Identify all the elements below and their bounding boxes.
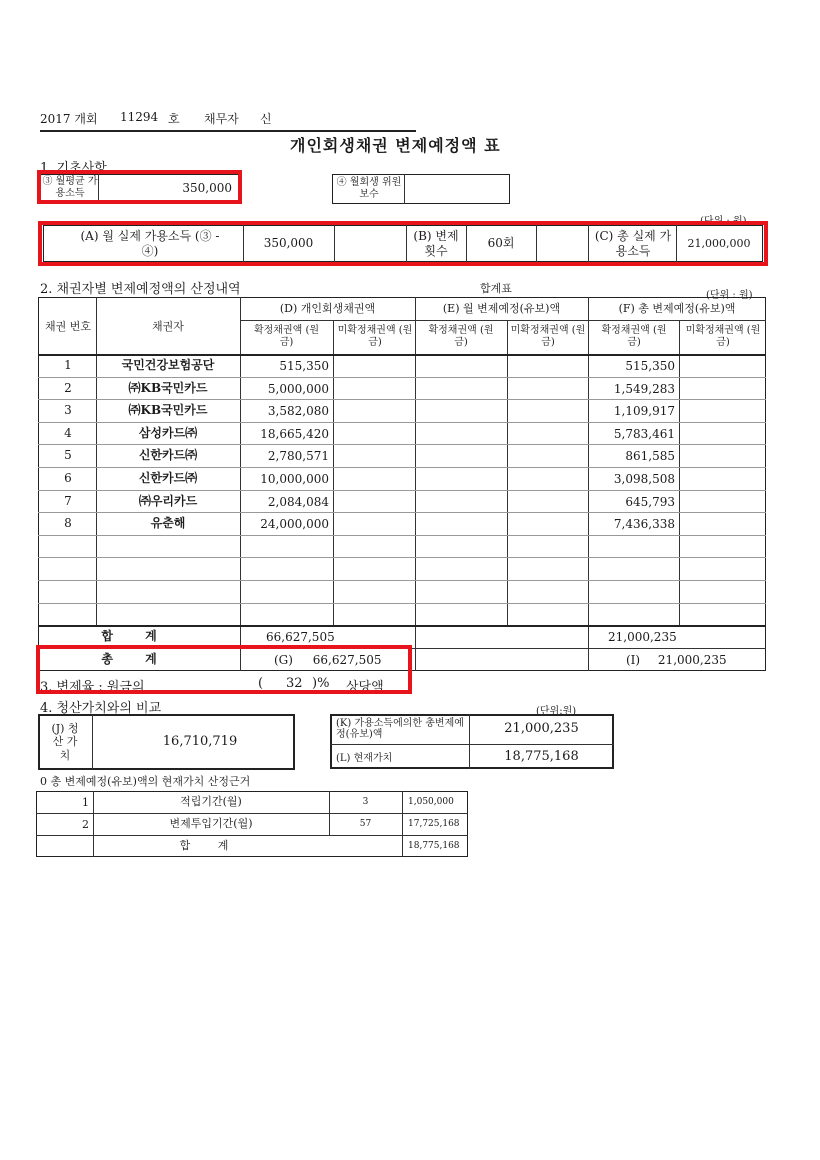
row-e-confirmed [415,444,507,467]
row-e-unconfirmed [507,467,588,490]
row-d-confirmed [240,580,333,603]
a-label: (A) 월 실제 가용소득 (③ - ④) [80,229,220,258]
row-e-unconfirmed [507,444,588,467]
row-d-unconfirmed [333,512,415,535]
item3-label: ③ 월평균 가용소득 [42,176,98,199]
row-creditor: 국민건강보험공단 [121,358,215,373]
item4-value [404,174,508,204]
row-creditor [96,557,240,580]
row-d-confirmed: 24,000,000 [260,516,329,531]
row-f-unconfirmed [679,490,766,513]
row-d-confirmed [240,557,333,580]
row-d-confirmed: 2,084,084 [267,494,329,509]
row-e-confirmed [415,512,507,535]
section4-unit: (단위:원) [536,706,577,717]
header-d: (D) 개인회생채권액 [279,301,376,315]
row-no: 4 [64,426,72,441]
row-e-confirmed [415,422,507,445]
header-d-unconfirmed: 미확정채권액 (원금) [337,325,413,348]
row-d-unconfirmed [333,377,415,400]
k-value: 21,000,235 [504,721,579,737]
row-e-confirmed [415,467,507,490]
j-label: (J) 청산 가치 [51,722,79,762]
section4-heading: 4. 청산가치와의 비교 [40,701,162,716]
row-e-unconfirmed [507,354,588,377]
section1-unit: (단위 : 원) [700,216,747,227]
row-f-unconfirmed [679,467,766,490]
row-e-unconfirmed [507,580,588,603]
row-f-confirmed [588,535,679,558]
section2-unit: (단위 : 원) [706,290,753,301]
row-no [40,535,96,558]
section5-heading: 0 총 변제예정(유보)액의 현재가치 산정근거 [40,775,251,788]
row-f-unconfirmed [679,580,766,603]
item3-value: 350,000 [182,181,232,195]
pv-row-count: 3 [362,796,369,807]
row-d-confirmed: 3,582,080 [267,403,329,418]
row-f-confirmed: 1,109,917 [613,403,675,418]
row-e-unconfirmed [507,399,588,422]
a-value: 350,000 [263,236,314,251]
row-f-confirmed: 3,098,508 [613,471,675,486]
row-e-confirmed [415,399,507,422]
header-e-unconfirmed: 미확정채권액 (원금) [510,325,586,348]
header-f: (F) 총 변제예정(유보)액 [618,301,736,315]
sum-label: 합 계 [101,629,171,644]
total-rate-highlight [36,645,412,694]
row-d-confirmed: 2,780,571 [267,448,329,463]
row-d-confirmed: 5,000,000 [267,381,329,396]
sum-f: 21,000,235 [608,629,677,644]
row-no [40,603,96,626]
row-d-unconfirmed [333,603,415,626]
header-f-confirmed: 확정채권액 (원금) [601,325,667,348]
row-e-unconfirmed [507,512,588,535]
row-creditor [96,580,240,603]
pv-row-amount: 1,050,000 [408,797,454,807]
header-d-confirmed: 확정채권액 (원금) [253,325,320,348]
pv-sum-amount: 18,775,168 [408,841,460,851]
item4-label: ④ 월회생 위원 보수 [336,177,402,200]
j-value: 16,710,719 [162,734,238,750]
row-e-confirmed [415,580,507,603]
row-e-unconfirmed [507,490,588,513]
row-f-confirmed: 645,793 [625,494,675,509]
c-label: (C) 총 실제 가용소득 [594,229,672,258]
debtor-label: 채무자 [204,112,239,126]
rate-suffix: 상당액 [346,680,384,695]
header-e-confirmed: 확정채권액 (원금) [428,325,494,348]
row-e-unconfirmed [507,535,588,558]
case-number-line [40,108,420,130]
section2-heading: 2. 채권자별 변제예정액의 산정내역 [40,282,241,297]
page-title: 개인회생채권 변제예정액 표 [290,136,501,155]
case-suffix: 호 [168,112,180,126]
case-number: 11294 [120,110,159,124]
rate-close: )% [312,676,330,691]
pv-row-amount: 17,725,168 [408,819,460,829]
row-no: 8 [64,516,72,531]
summary-highlight [38,221,768,266]
row-f-confirmed [588,603,679,626]
sum-table-label: 합계표 [480,282,512,295]
row-e-confirmed [415,377,507,400]
row-f-confirmed [588,557,679,580]
pv-row-label: 변제투입기간(월) [169,817,253,831]
header-f-unconfirmed: 미확정채권액 (원금) [685,325,761,348]
row-f-confirmed: 515,350 [625,358,675,373]
row-f-unconfirmed [679,444,766,467]
row-f-unconfirmed [679,399,766,422]
debtor-name: 신 [260,112,272,126]
row-creditor: ㈜우리카드 [138,494,198,509]
k-label: (K) 가용소득에의한 총변제예정(유보)액 [336,717,464,740]
header-e: (E) 월 변제예정(유보)액 [442,301,561,315]
pv-row-count: 57 [359,818,372,829]
row-f-unconfirmed [679,377,766,400]
row-creditor: ㈜KB국민카드 [128,381,208,396]
row-d-unconfirmed [333,490,415,513]
row-d-confirmed [240,535,333,558]
row-e-confirmed [415,354,507,377]
total-g: (G) 66,627,505 [274,652,382,667]
row-no: 5 [64,448,72,463]
l-value: 18,775,168 [504,748,579,764]
total-i: (I) 21,000,235 [626,652,727,667]
row-e-confirmed [415,603,507,626]
l-label: (L) 현재가치 [336,753,393,764]
row-f-confirmed: 861,585 [625,448,675,463]
row-d-confirmed [240,603,333,626]
pv-row-no: 1 [82,795,89,809]
row-d-unconfirmed [333,399,415,422]
row-f-confirmed: 1,549,283 [613,381,675,396]
row-d-unconfirmed [333,557,415,580]
row-creditor: 신한카드㈜ [138,448,198,463]
rate-open: ( [258,676,264,691]
row-f-confirmed: 5,783,461 [613,426,675,441]
row-creditor: 삼성카드㈜ [138,426,198,441]
row-d-unconfirmed [333,535,415,558]
row-no [40,580,96,603]
year-label: 2017 개회 [40,112,98,126]
row-f-unconfirmed [679,354,766,377]
row-no: 3 [64,403,72,418]
row-no [40,557,96,580]
row-d-unconfirmed [333,444,415,467]
row-f-unconfirmed [679,535,766,558]
row-d-confirmed: 515,350 [279,358,329,373]
row-e-unconfirmed [507,557,588,580]
row-no: 1 [64,358,72,373]
row-creditor: 유춘해 [150,516,186,531]
row-creditor: ㈜KB국민카드 [128,403,208,418]
row-f-unconfirmed [679,422,766,445]
header-creditor: 채권자 [152,320,184,334]
row-creditor: 신한카드㈜ [138,471,198,486]
c-value: 21,000,000 [687,236,751,250]
b-label: (B) 변제 횟수 [413,229,459,258]
row-no: 7 [64,494,72,509]
row-e-confirmed [415,535,507,558]
row-e-confirmed [415,490,507,513]
header-underline [40,130,416,132]
sum-d: 66,627,505 [266,629,335,644]
row-e-unconfirmed [507,422,588,445]
row-d-unconfirmed [333,354,415,377]
rate-value: 32 [286,676,303,691]
row-d-unconfirmed [333,422,415,445]
row-f-unconfirmed [679,557,766,580]
pv-row-no: 2 [82,817,89,831]
header-no: 채권 번호 [44,320,91,334]
row-creditor [96,535,240,558]
row-e-confirmed [415,557,507,580]
row-e-unconfirmed [507,603,588,626]
row-no: 2 [64,381,72,396]
row-f-confirmed: 7,436,338 [613,516,675,531]
row-f-confirmed [588,580,679,603]
row-no: 6 [64,471,72,486]
row-creditor [96,603,240,626]
row-d-confirmed: 10,000,000 [260,471,329,486]
pv-row-label: 적립기간(월) [180,795,242,809]
row-d-unconfirmed [333,580,415,603]
row-d-unconfirmed [333,467,415,490]
section1-heading: 1. 기초사항 [40,161,107,176]
row-f-unconfirmed [679,603,766,626]
row-f-unconfirmed [679,512,766,535]
rate-prefix: 3. 변제율 : 원금의 [40,680,145,695]
total-label: 총 계 [101,652,171,667]
row-d-confirmed: 18,665,420 [260,426,329,441]
pv-sum-label: 합 계 [179,839,241,853]
item3-highlight [37,170,242,204]
b-value: 60회 [487,236,515,251]
row-e-unconfirmed [507,377,588,400]
